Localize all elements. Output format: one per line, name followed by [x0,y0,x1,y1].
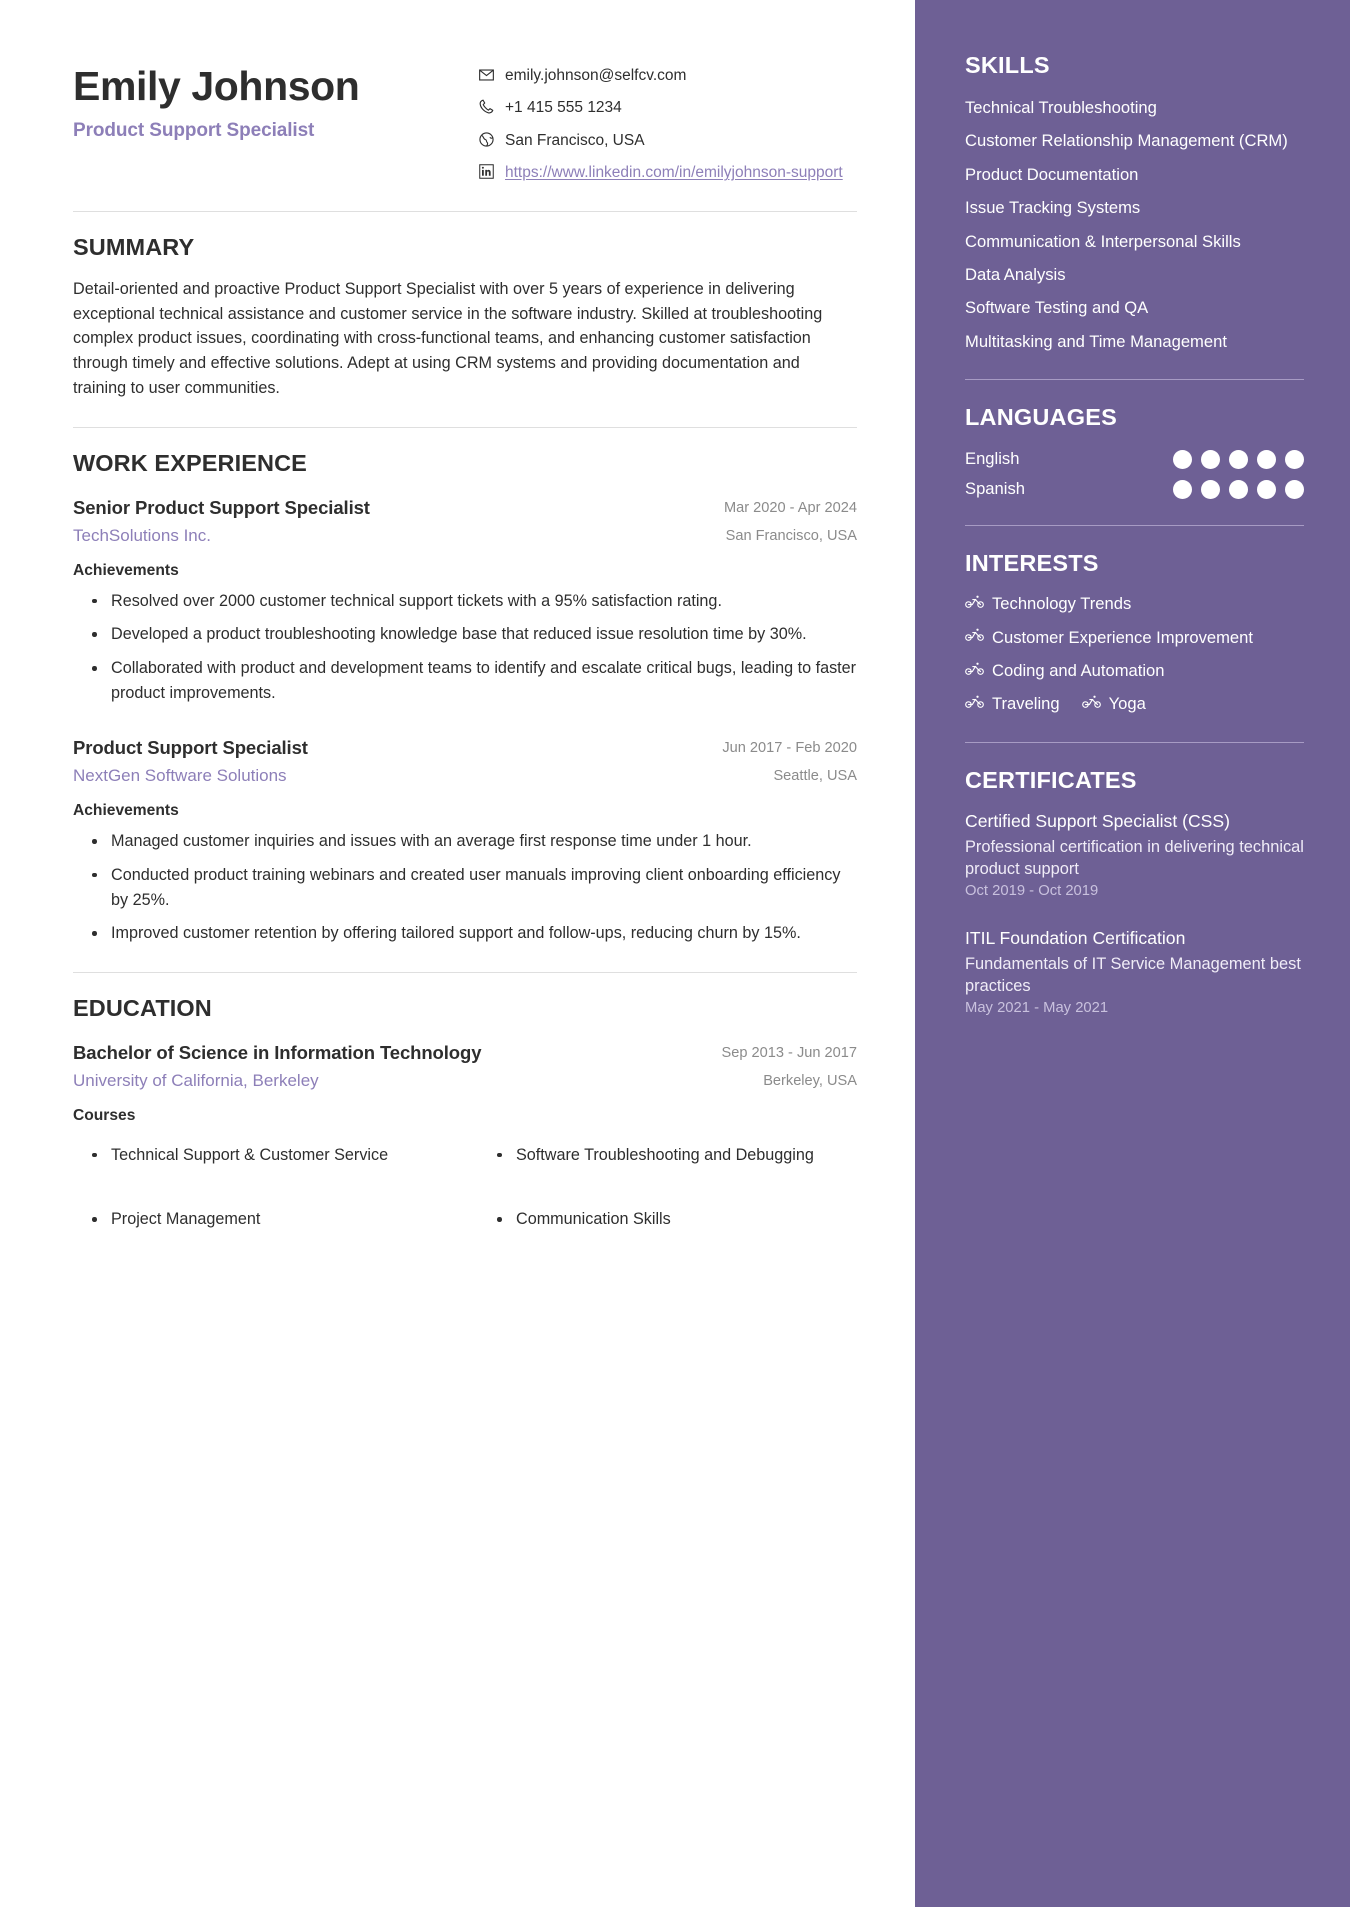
work-entry-header [73,737,857,786]
level-dot [1229,450,1248,469]
summary-text: Detail-oriented and proactive Product Support Specialist with over 5 years of experience in delivering exceptional technical assistance and customer service in the software industry. Skilled at troubleshooting complex product issues, coordinating with cross-functional teams, and enhancing customer satisfaction through timely and effective solutions. Adept at using CRM systems and providing documentation and training to user communities. [73,279,823,397]
candidate-role: Product Support Specialist [73,120,315,142]
certificates-heading: CERTIFICATES [965,766,1137,793]
school-name: University of California, Berkeley [73,1070,319,1090]
achievements-label: Achievements [73,802,179,820]
level-dot [1229,480,1248,499]
achievement-item: Developed a product troubleshooting knowledge base that reduced issue resolution time by 30%. [111,622,857,647]
level-dot [1257,450,1276,469]
certificate-title: ITIL Foundation Certification [965,927,1186,948]
education-entry-right [721,1042,857,1089]
certificate-title: Certified Support Specialist (CSS) [965,810,1230,831]
bicycle-icon [965,628,984,647]
achievements-label: Achievements [73,561,179,579]
interest-label: Traveling [992,694,1060,714]
interest-item [1082,693,1146,715]
contact-email-text: emily.johnson@selfcv.com [505,67,687,84]
contact-email [477,65,857,87]
achievements-list [73,829,857,946]
sidebar-section-interests [965,550,1304,716]
sidebar [915,0,1350,1907]
job-location: San Francisco, USA [725,527,857,544]
education-heading: EDUCATION [73,994,212,1021]
language-level-dots [1173,480,1304,499]
interest-label: Technology Trends [992,594,1132,614]
skill-item: Communication & Interpersonal Skills [965,231,1241,251]
work-entry-right [722,737,857,784]
interest-label: Coding and Automation [992,660,1165,680]
skill-item: Technical Troubleshooting [965,98,1157,117]
level-dot [1201,480,1220,499]
work-heading: WORK EXPERIENCE [73,449,307,476]
bicycle-icon [965,595,984,614]
job-title: Senior Product Support Specialist [73,496,370,518]
job-date-range: Mar 2020 - Apr 2024 [723,499,857,516]
summary-heading: SUMMARY [73,233,195,260]
achievement-item: Collaborated with product and development teams to identify and escalate critical bugs, leading to faster product improvements. [111,656,857,705]
contact-location-text: San Francisco, USA [505,131,645,149]
work-entry [73,497,857,706]
interest-item [965,693,1060,715]
candidate-name: Emily Johnson [73,63,360,109]
language-level-dots [1173,450,1304,469]
job-date-range: Jun 2017 - Feb 2020 [722,740,857,757]
languages-list [965,449,1304,499]
globe-icon [477,130,495,149]
certificate-description: Fundamentals of IT Service Management best practices [965,954,1301,995]
contact-phone-text: +1 415 555 1234 [505,99,622,117]
skills-list [965,97,1304,353]
certificate-item [965,927,1304,1016]
language-row [965,449,1304,469]
achievement-item: Improved customer retention by offering tailored support and follow-ups, reducing churn by 15%. [111,921,857,946]
achievement-item: Managed customer inquiries and issues with an average first response time under 1 hour. [111,829,857,854]
course-item: Technical Support & Customer Service [111,1143,452,1168]
interest-item [965,660,1304,682]
courses-label: Courses [73,1106,136,1124]
resume-header [73,44,857,185]
languages-heading: LANGUAGES [965,404,1117,431]
job-location: Seattle, USA [773,768,857,785]
courses-column-left [73,1143,452,1232]
interest-item [965,593,1304,615]
level-dot [1173,450,1192,469]
level-dot [1201,450,1220,469]
course-item: Project Management [111,1207,452,1232]
sidebar-divider [965,379,1304,380]
achievement-item: Resolved over 2000 customer technical support tickets with a 95% satisfaction rating. [111,589,857,614]
sidebar-divider [965,742,1304,743]
language-row [965,479,1304,499]
section-education [73,973,857,1232]
level-dot [1285,480,1304,499]
certificate-description: Professional certification in delivering technical product support [965,837,1304,878]
sidebar-section-skills [965,52,1304,353]
education-entry-left [73,1042,721,1091]
skill-item: Multitasking and Time Management [965,331,1227,351]
company-name: TechSolutions Inc. [73,525,211,545]
contact-list [477,58,857,185]
work-entry-header [73,497,857,546]
work-entry-right [724,497,857,544]
language-name: Spanish [965,479,1025,499]
interest-label: Customer Experience Improvement [992,627,1253,647]
job-title: Product Support Specialist [73,737,308,759]
interests-list [965,593,1304,716]
bicycle-icon [965,695,984,714]
phone-icon [477,97,495,116]
envelope-icon [477,65,495,84]
contact-linkedin[interactable] [477,162,857,184]
skill-item: Data Analysis [965,264,1066,284]
education-entry [73,1042,857,1232]
company-name: NextGen Software Solutions [73,766,287,786]
certificate-item [965,810,1304,899]
skill-item: Product Documentation [965,164,1139,184]
skill-item: Issue Tracking Systems [965,198,1141,218]
certificates-list [965,810,1304,1016]
section-summary [73,212,857,401]
level-dot [1173,480,1192,499]
language-name: English [965,449,1020,469]
bicycle-icon [1082,695,1101,714]
course-item: Software Troubleshooting and Debugging [516,1143,857,1168]
contact-location [477,130,857,152]
courses-column-right [478,1143,857,1232]
interests-heading: INTERESTS [965,550,1099,577]
interest-label: Yoga [1108,694,1146,714]
skill-item: Customer Relationship Management (CRM) [965,131,1288,151]
linkedin-icon [477,162,495,181]
courses-grid [73,1131,857,1232]
sidebar-section-certificates [965,767,1304,1016]
education-entry-header [73,1042,857,1091]
course-item: Communication Skills [516,1207,857,1232]
certificate-date: May 2021 - May 2021 [965,999,1109,1016]
sidebar-section-languages [965,404,1304,499]
level-dot [1257,480,1276,499]
bicycle-icon [965,662,984,681]
interest-item [965,627,1304,649]
identity-block [73,58,359,142]
work-entry-left [73,737,722,786]
education-date-range: Sep 2013 - Jun 2017 [721,1044,857,1061]
work-entry-left [73,497,724,546]
sidebar-divider [965,525,1304,526]
certificate-date: Oct 2019 - Oct 2019 [965,882,1099,899]
section-work-experience [73,428,857,946]
contact-phone [477,97,857,119]
achievement-item: Conducted product training webinars and created user manuals improving client onboarding efficiency by 25%. [111,863,857,912]
work-entry [73,737,857,946]
level-dot [1285,450,1304,469]
skills-heading: SKILLS [965,52,1050,78]
achievements-list [73,589,857,706]
contact-linkedin-link[interactable]: https://www.linkedin.com/in/emilyjohnson-support [505,164,843,182]
education-location: Berkeley, USA [763,1072,857,1089]
degree-title: Bachelor of Science in Information Technology [73,1041,482,1063]
skill-item: Software Testing and QA [965,298,1149,318]
